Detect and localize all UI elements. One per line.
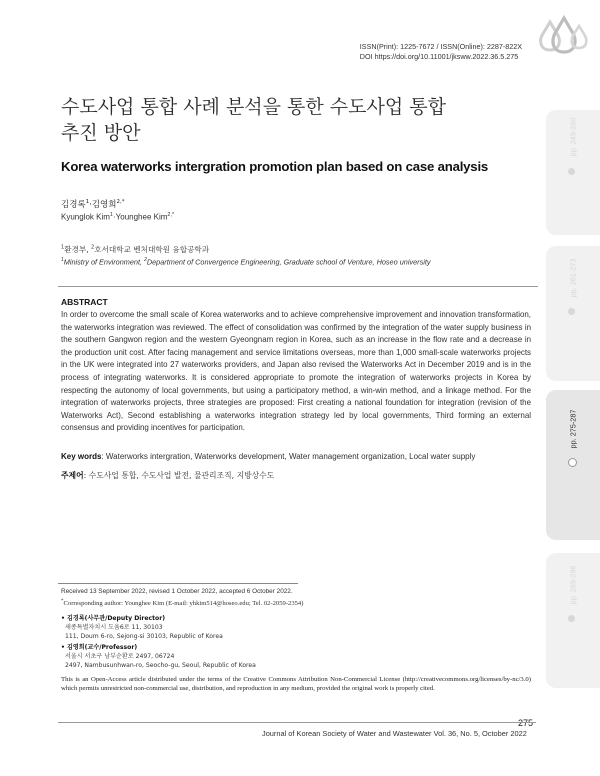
abstract-heading: ABSTRACT	[61, 297, 108, 307]
author2-korean-sup: 2,*	[116, 199, 125, 206]
authors-korean	[61, 198, 124, 210]
korean-title-line1: 수도사업 통합 사례 분석을 통한 수도사업 통합	[61, 96, 446, 118]
aff-ko-sup1: 1	[61, 244, 65, 251]
author1-english-name: Kyunglok Kim	[61, 212, 110, 222]
aff-en-sup2: 2	[144, 257, 147, 263]
tab-dot-icon	[568, 168, 575, 175]
author1-korean-name: 김경록	[61, 200, 86, 210]
aff-ko-text2: 호서대학교 벤처대학원 융합공학과	[94, 245, 210, 254]
keywords-ko-text: : 수도사업 통합, 수도사업 발전, 물관리조직, 지방상수도	[83, 471, 275, 480]
author1-korean-sup: 1	[85, 199, 90, 206]
journal-citation: Journal of Korean Society of Water and Wastewater Vol. 36, No. 5, October 2022	[262, 729, 527, 738]
korean-title-line2: 추진 방안	[61, 122, 141, 144]
aff-en-sup1: 1	[61, 257, 64, 263]
affiliations-english	[61, 257, 431, 266]
aff-ko-text1: 환경부,	[64, 245, 92, 254]
page-number: 275	[518, 718, 534, 728]
side-page-tabs	[538, 0, 600, 776]
author2-address-en: 2497, Nambusunhwan-ro, Seocho-gu, Seoul, Republic of Korea	[65, 662, 256, 669]
author-separator: ·	[89, 200, 92, 210]
issn-line: ISSN(Print): 1225-7672 / ISSN(Online): 2287-822X	[359, 42, 522, 51]
authors-english	[61, 212, 174, 222]
aff-ko-sup2: 2	[91, 244, 95, 251]
author1-info	[61, 614, 223, 641]
doi-line: DOI https://doi.org/10.11001/jksww.2022.36.5.275	[359, 52, 519, 61]
author1-english-sup: 1	[109, 212, 113, 218]
affiliations-korean	[61, 244, 209, 255]
side-tab-label: pp. 249-260	[568, 117, 578, 156]
footnote-divider	[58, 583, 298, 584]
author2-address-ko: 서울시 서초구 남부순환로 2497, 06724	[65, 653, 175, 660]
side-tab-2[interactable]	[546, 246, 600, 381]
author2-title: • 김영희(교수/Professor)	[61, 644, 138, 651]
english-title: Korea waterworks intergration promotion plan based on case analysis	[61, 159, 489, 174]
author2-info	[61, 643, 256, 670]
aff-en-text2: Department of Convergence Engineering, Graduate school of Venture, Hoseo university	[146, 257, 431, 267]
aff-en-text1: Ministry of Environment,	[63, 257, 145, 267]
korean-title	[61, 94, 531, 146]
author1-address-ko: 세종특별자치시 도움6로 11, 30103	[65, 624, 163, 631]
corresponding-author	[61, 599, 303, 607]
side-tab-1[interactable]	[546, 110, 600, 235]
author2-english-name: Younghee Kim	[115, 212, 168, 222]
keywords-english	[61, 452, 541, 461]
side-tab-label: pp. 275-287	[568, 409, 578, 449]
keywords-korean	[61, 470, 274, 481]
open-access-notice: This is an Open-Access article distributed under the terms of the Creative Commons Attribution Non-Commercial License (http://creativecommons.org/licenses/by-nc/3.0) which permits unrestricted non-commercial use, distribution, and reproduction in any medium, provided the original work is properly cited.	[61, 676, 531, 692]
tab-dot-icon	[568, 458, 577, 467]
tab-dot-icon	[568, 615, 575, 622]
corresponding-mark: *	[61, 599, 64, 604]
tab-dot-icon	[568, 308, 575, 315]
side-tab-4[interactable]	[546, 553, 600, 688]
corresponding-text: Corresponding author: Younghee Kim (E-mail: yhkim514@hoseo.edu; Tel. 02-2059-2354)	[63, 600, 304, 608]
author1-address-en: 111, Doum 6-ro, Sejong-si 30103, Republic of Korea	[65, 633, 223, 640]
journal-header-info	[360, 42, 522, 62]
keywords-ko-label: 주제어	[61, 471, 84, 480]
keywords-label: Key words	[61, 452, 102, 461]
divider	[58, 286, 538, 287]
side-tab-3[interactable]	[546, 390, 600, 540]
abstract-body: In order to overcome the small scale of Korea waterworks and to achieve comprehensive improvement and innovation transformation, the waterworks integration was reviewed. The effect of consolidation was confirmed by the integration of the water supply business in the southern Gangwon region and the western Gyeongnam region in Korea, such as an increase in the flow rate and a decrease in the production unit cost. After facing management and service limitations overseas, more than 1,000 small-scale waterworks projects in the UK were integrated into 27 waterworks providers, and Japan also revised the Waterworks Act in December 2019 and is in the process of integrating waterworks. It is considered appropriate to promote the integration of waterworks projects in Korea by respecting the autonomy of local governments, but using a participatory method, a win-win method, and a linkage method. For the integration of waterworks projects, three strategies are proposed: First creating a national foundation for integration (revision of the Waterworks Act), Second establishing a waterworks integration strategy led by local governments, Third forming an external consensus and providing incentives for participation.	[61, 310, 531, 433]
author2-korean-name: 김영희	[91, 200, 117, 210]
author1-title: • 김경록(사무관/Deputy Director)	[61, 615, 166, 622]
keywords-text: : Waterworks intergration, Waterworks development, Water management organization, Local water supply	[101, 452, 476, 461]
author-separator-en: ·	[112, 212, 116, 222]
footer-divider	[58, 722, 536, 723]
side-tab-label: pp. 261-273	[568, 258, 578, 297]
author2-english-sup: 2,*	[167, 212, 175, 218]
side-tab-label: pp. 289-296	[568, 565, 578, 604]
received-dates: Received 13 September 2022, revised 1 October 2022, accepted 6 October 2022.	[61, 588, 293, 595]
